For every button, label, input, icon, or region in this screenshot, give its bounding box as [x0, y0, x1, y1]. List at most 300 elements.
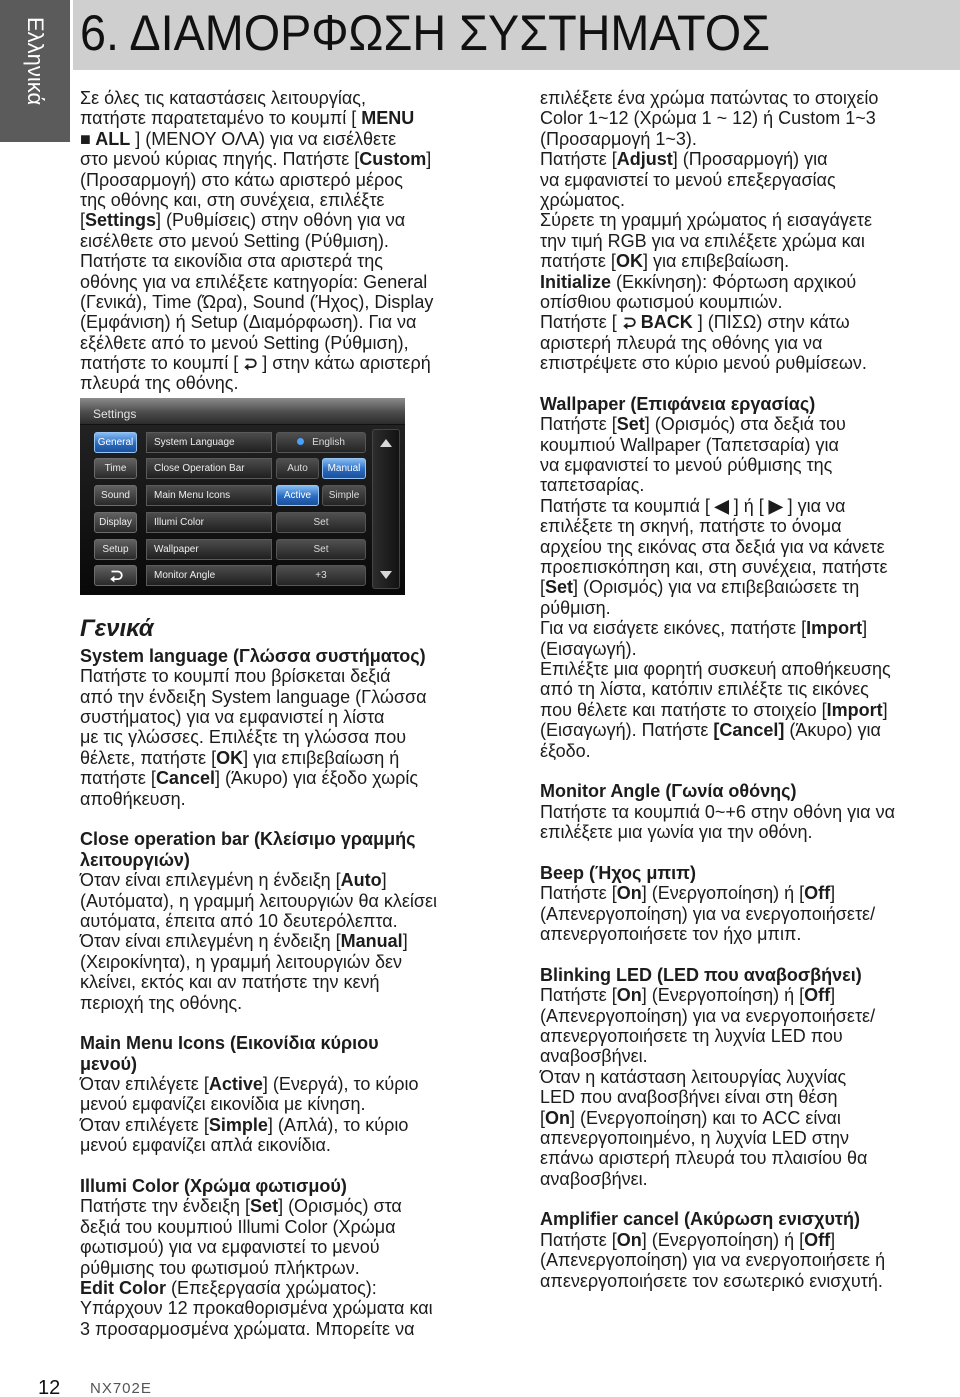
- bold-term: Set: [616, 414, 645, 435]
- option-simple[interactable]: Simple: [322, 485, 366, 506]
- line-content: [80, 272, 427, 292]
- text-run: κουμπιού Wallpaper (Ταπετσαρία) για: [540, 434, 839, 455]
- line-content: [80, 170, 403, 190]
- text-line: [80, 1196, 492, 1216]
- text-run: Επιλέξτε μια φορητή συσκευή αποθήκευσης: [540, 658, 891, 679]
- text-line: [80, 1319, 492, 1339]
- bold-term: Simple: [208, 1114, 268, 1135]
- text-line: [540, 231, 952, 251]
- text-run: ] για επιβεβαίωση.: [642, 251, 790, 272]
- line-content: [80, 1176, 347, 1196]
- text-run: ]: [862, 618, 868, 639]
- line-content: [540, 333, 822, 353]
- text-run: Πατήστε την ένδειξη [: [80, 1196, 251, 1217]
- row-label-illumi-color: Illumi Color: [146, 512, 272, 533]
- text-line: [80, 190, 492, 210]
- line-content: [540, 1046, 648, 1066]
- text-line: [540, 598, 952, 618]
- line-content: [540, 496, 845, 516]
- text-run: επιλέξετε ένα χρώμα πατώντας το στοιχείο: [540, 88, 879, 108]
- text-line: [540, 170, 952, 190]
- chevron-up-icon[interactable]: [379, 438, 393, 448]
- text-run: Πατήστε το κουμπί που βρίσκεται δεξιά: [80, 666, 391, 687]
- text-line: [540, 1250, 952, 1270]
- bold-term: Import: [806, 618, 863, 639]
- radio-dot-icon: [297, 438, 304, 445]
- text-line: [540, 1006, 952, 1026]
- text-run: Για να εισάγετε εικόνες, πατήστε [: [540, 618, 807, 639]
- text-run: Color 1~12 (Χρώμα 1 ~ 12) ή Custom 1~3: [540, 108, 876, 129]
- line-content: [80, 108, 414, 128]
- option-english[interactable]: [276, 432, 366, 453]
- line-content: [540, 231, 865, 251]
- text-run: ] (Ενεργοποίηση) ή [: [641, 1229, 805, 1250]
- text-run: ]: [830, 883, 836, 904]
- text-run: με τις γλώσσες. Επιλέξτε τη γλώσσα που: [80, 727, 407, 748]
- text-run: έξοδο.: [540, 740, 591, 761]
- text-run: (Προσαρμογή) στο κάτω αριστερό μέρος: [80, 169, 403, 190]
- line-content: [540, 965, 862, 985]
- line-content: [80, 911, 398, 931]
- line-content: [540, 537, 885, 557]
- bold-term: Import: [826, 699, 883, 720]
- text-run: αρχείου της εικόνας στα δεξιά για να κάνετε: [540, 536, 885, 557]
- line-content: [80, 829, 416, 849]
- text-run: (Επεξεργασία χρώματος):: [166, 1277, 377, 1298]
- text-line: [80, 707, 492, 727]
- text-line: [80, 292, 492, 312]
- text-run: (Γενικά), Time (Ώρα), Sound (Ήχος), Display: [80, 291, 434, 312]
- bold-term: Off: [804, 985, 831, 1006]
- text-line: [540, 455, 952, 475]
- text-run: επιστρέψετε στο κύριο μενού ρυθμίσεων.: [540, 353, 867, 374]
- bold-term: BACK: [635, 312, 693, 333]
- text-run: Σύρετε τη γραμμή χρώματος ή εισαγάγετε: [540, 210, 873, 231]
- text-run: ] (Ενεργά), το κύριο: [262, 1074, 419, 1095]
- line-content: [80, 251, 383, 271]
- line-content: [540, 149, 828, 169]
- line-content: [540, 1271, 883, 1291]
- text-run: ]: [426, 149, 432, 170]
- line-content: [80, 666, 391, 686]
- line-content: [80, 1094, 365, 1114]
- page-number: 12: [38, 1377, 61, 1397]
- row-label-main-menu-icons: Main Menu Icons: [146, 485, 272, 506]
- text-line: [540, 924, 952, 944]
- text-run: την τιμή RGB για να επιλέξετε χρώμα και: [540, 230, 865, 251]
- text-line: [540, 108, 952, 128]
- text-line: [80, 1217, 492, 1237]
- text-run: οθόνης για να επιλέξετε κατηγορία: General: [80, 271, 428, 292]
- text-line: [80, 170, 492, 190]
- option-auto[interactable]: Auto: [276, 458, 319, 479]
- section-title: [540, 394, 952, 414]
- text-line: [80, 88, 492, 108]
- line-content: [80, 748, 399, 768]
- text-run: Beep (Ήχος μπιπ): [540, 862, 696, 883]
- bold-term: Cancel: [155, 768, 215, 789]
- text-line: [540, 639, 952, 659]
- option-active[interactable]: Active: [276, 485, 319, 506]
- text-line: [540, 1148, 952, 1168]
- text-line: [540, 435, 952, 455]
- line-content: [540, 190, 625, 210]
- section-title: [540, 1209, 952, 1229]
- text-line: [80, 1135, 492, 1155]
- text-run: εισέλθετε στο μενού Setting (Ρύθμιση).: [80, 230, 389, 251]
- row-label-close-operation-bar: Close Operation Bar: [146, 458, 272, 479]
- bold-term: Custom: [359, 149, 427, 170]
- line-content: [80, 1054, 137, 1074]
- line-content: [80, 1258, 360, 1278]
- text-run: πατήστε το κουμπί [: [80, 353, 244, 374]
- text-run: επιλέξετε τη σκηνή, πατήστε το όνομα: [540, 516, 842, 537]
- text-run: Close operation bar (Κλείσιμο γραμμής: [80, 829, 416, 850]
- line-content: [80, 88, 366, 108]
- line-content: [540, 1250, 885, 1270]
- line-content: [80, 1074, 419, 1094]
- text-run: ] (Ρυθμίσεις) στην οθόνη για να: [156, 210, 406, 231]
- text-run: πατήστε [: [540, 251, 616, 272]
- text-run: να εμφανιστεί το μενού ρύθμισης της: [540, 455, 833, 476]
- line-content: [540, 659, 891, 679]
- text-run: απενεργοποιήσετε τον ήχο μπιπ.: [540, 924, 802, 945]
- text-run: 3 προσαρμοσμένα χρώματα. Μπορείτε να: [80, 1318, 415, 1339]
- bold-term: On: [616, 883, 642, 904]
- text-line: [540, 802, 952, 822]
- bold-term: [Cancel]: [713, 720, 785, 741]
- settings-title: Settings: [93, 406, 137, 421]
- option-manual[interactable]: Manual: [322, 458, 366, 479]
- text-line: [80, 149, 492, 169]
- row-label-wallpaper: Wallpaper: [146, 539, 272, 560]
- section-title: [80, 850, 492, 870]
- text-line: [80, 272, 492, 292]
- line-content: [540, 272, 856, 292]
- line-content: [80, 129, 396, 149]
- line-content: [80, 231, 389, 251]
- bold-term: Adjust: [616, 149, 673, 170]
- text-line: [80, 687, 492, 707]
- scrollbar[interactable]: [372, 429, 400, 589]
- text-run: ] για επιβεβαίωση ή: [243, 747, 400, 768]
- bold-term: Set: [250, 1196, 279, 1217]
- text-run: Πατήστε [: [540, 985, 617, 1006]
- text-line: [80, 1237, 492, 1257]
- language-tab-label: Ελληνικά: [23, 17, 48, 106]
- text-run: δεξιά του κουμπιού Illumi Color (Χρώμα: [80, 1216, 396, 1237]
- line-content: [80, 373, 238, 393]
- line-content: [540, 1128, 849, 1148]
- text-line: [80, 748, 492, 768]
- line-content: [80, 1278, 377, 1298]
- section-title: [540, 863, 952, 883]
- line-content: [540, 700, 888, 720]
- line-content: [540, 1026, 843, 1046]
- line-content: [540, 924, 801, 944]
- text-line: [80, 1094, 492, 1114]
- line-content: [80, 646, 426, 666]
- bold-term: Manual: [340, 931, 403, 952]
- line-content: [540, 516, 842, 536]
- text-run: [: [540, 1107, 546, 1128]
- section-close-operation-bar: [80, 829, 492, 1013]
- text-run: Πατήστε τα κουμπιά [: [540, 495, 715, 516]
- line-content: [540, 394, 815, 414]
- line-content: [80, 292, 433, 312]
- line-content: [540, 1169, 648, 1189]
- text-line: [540, 1128, 952, 1148]
- line-content: [540, 802, 895, 822]
- text-run: ] (Ορισμός) στα: [278, 1196, 402, 1217]
- text-line: [540, 1271, 952, 1291]
- text-run: μενού): [80, 1053, 138, 1074]
- text-line: [80, 952, 492, 972]
- text-line: [80, 911, 492, 931]
- line-content: [540, 720, 881, 740]
- text-run: λειτουργιών): [80, 849, 190, 870]
- text-line: [540, 312, 952, 332]
- text-line: [80, 312, 492, 332]
- text-run: (Εισαγωγή). Πατήστε: [540, 720, 714, 741]
- text-line: [80, 993, 492, 1013]
- text-run: System language (Γλώσσα συστήματος): [80, 645, 426, 666]
- text-line: [540, 679, 952, 699]
- bold-term: Set: [545, 577, 574, 598]
- line-content: [540, 577, 859, 597]
- text-run: ] (Ορισμός) για να επιβεβαιώσετε τη: [573, 577, 860, 598]
- text-line: [540, 904, 952, 924]
- text-run: ] (Ορισμός) στα δεξιά του: [644, 414, 846, 435]
- wallpaper-set-button[interactable]: Set: [276, 539, 366, 560]
- text-run: [: [540, 577, 546, 598]
- section-blinking-led: [540, 965, 952, 1189]
- line-content: [80, 1217, 396, 1237]
- tab-display[interactable]: Display: [94, 512, 137, 533]
- text-line: [80, 231, 492, 251]
- tab-setup[interactable]: Setup: [94, 539, 137, 560]
- line-content: [80, 353, 431, 373]
- line-content: [540, 1209, 860, 1229]
- line-content: [80, 312, 416, 332]
- line-content: [540, 904, 875, 924]
- text-run: που θέλετε και πατήστε το στοιχείο [: [540, 699, 827, 720]
- bold-term: On: [616, 1229, 642, 1250]
- text-run: (Χειροκίνητα), η γραμμή λειτουργιών δεν: [80, 951, 403, 972]
- line-content: [80, 190, 384, 210]
- text-run: μενού εμφανίζει απλά εικονίδια.: [80, 1135, 331, 1156]
- line-content: [540, 455, 832, 475]
- text-run: απενεργοποιήσετε τη λυχνία LED που: [540, 1025, 843, 1046]
- text-run: απενεργοποιήσετε τον εσωτερικό ενισχυτή.: [540, 1270, 883, 1291]
- back-button[interactable]: [94, 565, 137, 586]
- text-line: [80, 108, 492, 128]
- section-title: [80, 1033, 492, 1053]
- line-content: [80, 972, 380, 992]
- text-line: [80, 666, 492, 686]
- text-run: Monitor Angle (Γωνία οθόνης): [540, 781, 797, 802]
- text-line: [540, 700, 952, 720]
- text-line: [540, 272, 952, 292]
- text-line: [80, 373, 492, 393]
- text-run: πατήστε παρατεταμένο το κουμπί [: [80, 108, 362, 129]
- text-line: [540, 292, 952, 312]
- section-title: [540, 781, 952, 801]
- return-icon: [622, 315, 636, 330]
- line-content: [540, 639, 637, 659]
- line-content: [80, 931, 408, 951]
- text-run: θέλετε, πατήστε [: [80, 747, 217, 768]
- section-main-menu-icons: [80, 1033, 492, 1155]
- right-column: [540, 88, 952, 1291]
- line-content: [80, 687, 427, 707]
- settings-screenshot: [80, 398, 405, 595]
- line-content: [80, 1033, 379, 1053]
- section-title: [540, 965, 952, 985]
- text-run: ] (Απλά), το κύριο: [267, 1114, 409, 1135]
- text-line: [80, 727, 492, 747]
- line-content: [80, 1196, 402, 1216]
- text-line: [80, 789, 492, 809]
- line-content: [540, 251, 789, 271]
- text-line: [540, 475, 952, 495]
- text-line: [540, 659, 952, 679]
- text-line: [540, 1046, 952, 1066]
- text-run: πατήστε [: [80, 768, 156, 789]
- text-line: [540, 190, 952, 210]
- text-run: (Απενεργοποίηση) για να ενεργοποιήσετε/: [540, 1005, 876, 1026]
- text-run: αναβοσβήνει.: [540, 1168, 648, 1189]
- line-content: [540, 679, 869, 699]
- bold-term: On: [545, 1107, 571, 1128]
- text-run: πλευρά της οθόνης.: [80, 373, 239, 394]
- section-title: [80, 829, 492, 849]
- text-run: χρώματος.: [540, 189, 626, 210]
- tab-time[interactable]: Time: [94, 458, 137, 479]
- line-content: [540, 1108, 841, 1128]
- text-run: Υπάρχουν 12 προκαθορισμένα χρώματα και: [80, 1298, 433, 1319]
- line-content: [540, 557, 888, 577]
- text-run: ]: [381, 870, 387, 891]
- text-run: απενεργοποιημένο, η λυχνία LED στην: [540, 1127, 849, 1148]
- monitor-angle-value[interactable]: +3: [276, 565, 366, 586]
- text-run: επιλέξετε μια γωνία για την οθόνη.: [540, 822, 813, 843]
- text-line: [80, 251, 492, 271]
- text-run: επάνω αριστερή πλευρά του πλαισίου θα: [540, 1148, 868, 1169]
- text-run: (Εμφάνιση) ή Setup (Διαμόρφωση). Για να: [80, 312, 417, 333]
- tab-general[interactable]: General: [94, 432, 137, 453]
- text-run: Illumi Color (Χρώμα φωτισμού): [80, 1176, 347, 1197]
- text-run: αποθήκευση.: [80, 788, 186, 809]
- text-run: (Εκκίνηση): Φόρτωση αρχικού: [611, 271, 857, 292]
- bold-term: Off: [804, 1229, 831, 1250]
- text-line: [540, 251, 952, 271]
- text-run: ] (Άκυρο) για έξοδο χωρίς: [214, 768, 419, 789]
- text-run: (Απενεργοποίηση) για να ενεργοποιήσετε ή: [540, 1250, 886, 1271]
- line-content: [80, 333, 409, 353]
- text-line: [540, 1087, 952, 1107]
- text-line: [540, 516, 952, 536]
- text-run: ταπετσαρίας.: [540, 475, 645, 496]
- general-heading: Γενικά: [80, 614, 154, 642]
- bold-term: Settings: [85, 210, 157, 231]
- text-run: στο μενού κύριας πηγής. Πατήστε [: [80, 149, 360, 170]
- line-content: [80, 727, 406, 747]
- text-line: [540, 149, 952, 169]
- line-content: [540, 292, 783, 312]
- text-run: Πατήστε [: [540, 312, 622, 333]
- text-line: [80, 972, 492, 992]
- line-content: [80, 768, 418, 788]
- text-line: [540, 577, 952, 597]
- text-run: ]: [402, 931, 408, 952]
- line-content: [80, 850, 190, 870]
- bold-term: Initialize: [540, 271, 612, 292]
- tab-sound[interactable]: Sound: [94, 485, 137, 506]
- return-icon: [243, 356, 257, 371]
- language-tab: [0, 0, 70, 142]
- chapter-title: 6. ΔΙΑΜΟΡΦΩΣΗ ΣΥΣΤΗΜΑΤΟΣ: [80, 5, 770, 61]
- illumi-color-set-button[interactable]: Set: [276, 512, 366, 533]
- bold-term: On: [616, 985, 642, 1006]
- text-line: [80, 1298, 492, 1318]
- line-content: [540, 475, 644, 495]
- section-title: [80, 1176, 492, 1196]
- section-beep: [540, 863, 952, 945]
- chevron-down-icon[interactable]: [379, 570, 393, 580]
- section-title: [80, 646, 492, 666]
- text-line: [80, 333, 492, 353]
- return-icon: [108, 568, 124, 583]
- text-run: ]: [830, 1229, 836, 1250]
- line-content: [540, 170, 836, 190]
- text-line: [540, 618, 952, 638]
- line-content: [540, 108, 876, 128]
- text-run: Όταν είναι επιλεγμένη η ένδειξη [: [80, 870, 341, 891]
- bold-term: OK: [216, 747, 244, 768]
- bold-term: OK: [615, 251, 643, 272]
- text-run: από την ένδειξη System language (Γλώσσα: [80, 686, 427, 707]
- line-content: [540, 129, 697, 149]
- text-run: Blinking LED (LED που αναβοσβήνει): [540, 964, 862, 985]
- text-line: [80, 129, 492, 149]
- text-run: προεπισκόπηση και, στη συνέχεια, πατήστε: [540, 556, 888, 577]
- text-run: ] ή [: [728, 495, 769, 516]
- text-line: [540, 883, 952, 903]
- text-run: ]: [830, 985, 836, 1006]
- text-line: [80, 891, 492, 911]
- section-system-language: [80, 646, 492, 809]
- text-run: ]: [882, 699, 888, 720]
- text-line: [540, 741, 952, 761]
- text-line: [540, 1067, 952, 1087]
- line-content: [80, 149, 431, 169]
- text-run: κλείνει, εκτός και αν πατήστε την κενή: [80, 972, 380, 993]
- bold-term: Edit Color: [80, 1277, 166, 1298]
- settings-title-bar: [80, 398, 405, 425]
- text-run: της οθόνης και, στη συνέχεια, επιλέξτε: [80, 189, 385, 210]
- text-run: αυτόματα, έπειτα από 10 δευτερόλεπτα.: [80, 910, 398, 931]
- text-line: [540, 496, 952, 516]
- text-line: [80, 210, 492, 230]
- text-run: ] για να: [782, 495, 846, 516]
- text-line: [540, 1169, 952, 1189]
- option-label: English: [312, 436, 345, 448]
- right-sections: [540, 394, 952, 1291]
- text-run: Σε όλες τις καταστάσεις λειτουργίας,: [80, 88, 366, 108]
- text-line: [80, 768, 492, 788]
- text-run: Πατήστε [: [540, 149, 617, 170]
